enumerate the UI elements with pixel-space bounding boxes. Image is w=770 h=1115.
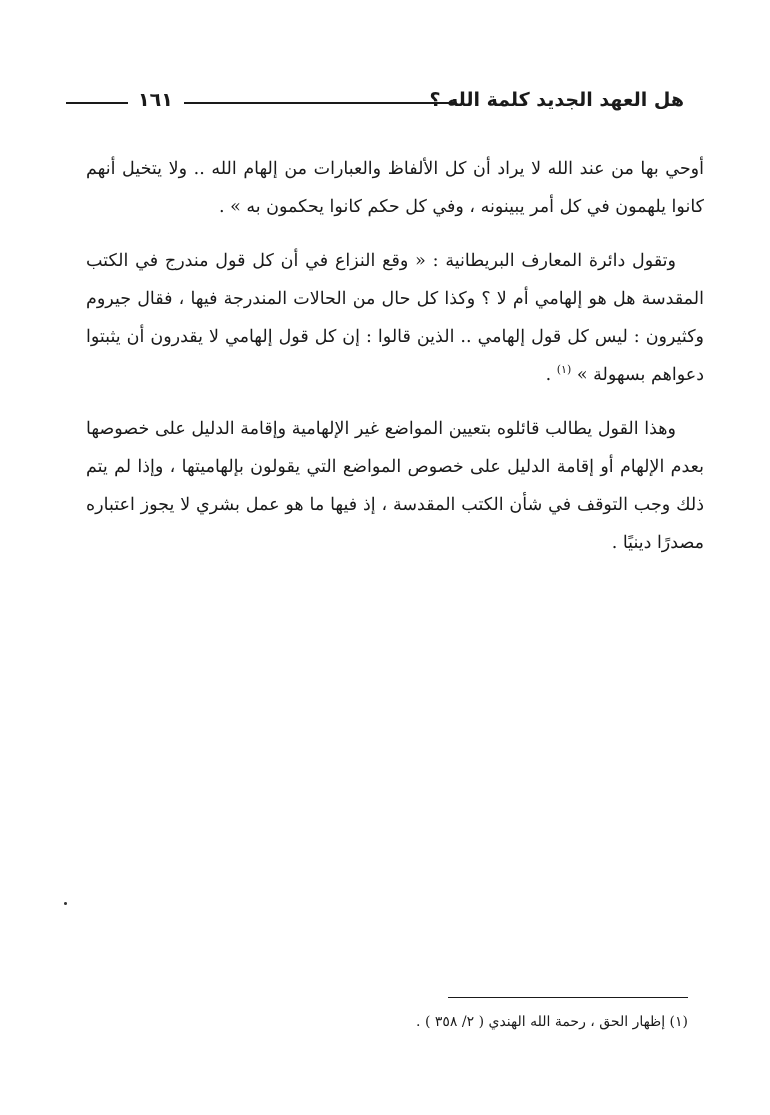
header-title: هل العهد الجديد كلمة الله ؟ [429,89,684,111]
running-header [66,86,684,116]
header-rule-short [66,102,128,104]
scan-speck [64,902,67,905]
footnote-rule [448,997,688,998]
footnote-marker: (١) [556,363,572,377]
header-rule-long [184,102,456,104]
body-text [86,150,704,578]
paragraph-3: وهذا القول يطالب قائلوه بتعيين المواضع غير الإلهامية وإقامة الدليل على خصوصها بعدم الإلهام أو إقامة الدليل على خصوص المواضع التي يقولون بإلهاميتها ، وإذا لم يتم ذلك وجب التوقف في شأن الكتب المقدسة ، إذ فيها ما هو عمل بشري لا يجوز اعتباره مصدرًا دينيًا . [86,419,704,553]
footnote: (١) إظهار الحق ، رحمة الله الهندي ( ٢/ ٣٥٨ ) . [416,1014,688,1030]
paragraph-1: أوحي بها من عند الله لا يراد أن كل الألفاظ والعبارات من إلهام الله .. ولا يتخيل أنهم كانوا يلهمون في كل أمر يبينونه ، وفي كل حكم كانوا يحكمون به » . [86,159,704,217]
paragraph-2-end: . [545,365,557,385]
paragraph-2 [86,242,704,394]
paragraph-2-text: وتقول دائرة المعارف البريطانية : « وقع النزاع في أن كل قول مندرج في الكتب المقدسة هل هو إلهامي أم لا ؟ وكذا كل حال من الحالات المندرجة فيها ، فقال جيروم وكثيرون : ليس كل قول إلهامي .. الذين قالوا : إن كل قول إلهامي لا يقدرون أن يثبتوا دعواهم بسهولة » [86,251,704,385]
page-number: ١٦١ [138,89,173,111]
